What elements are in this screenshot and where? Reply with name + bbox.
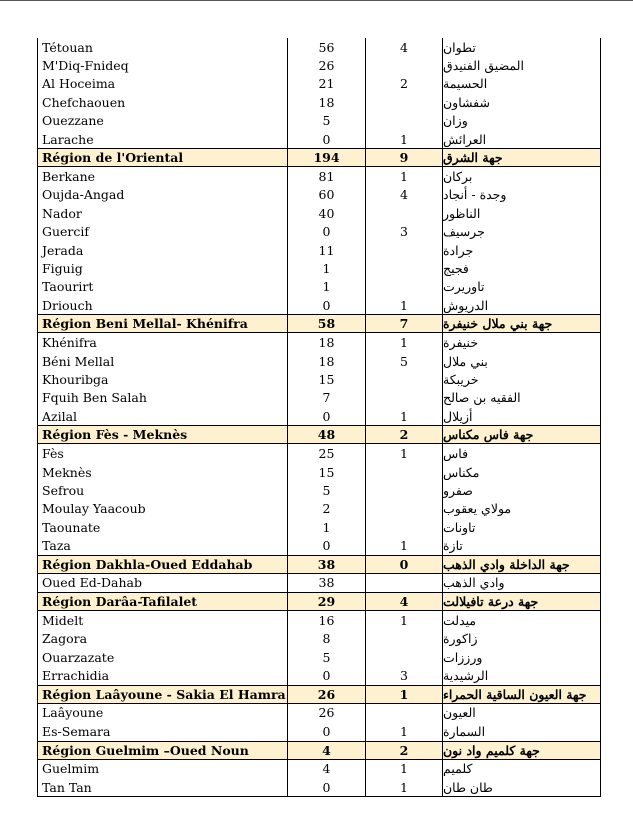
name-fr-cell: Fès [38, 444, 288, 462]
name-fr-cell: Béni Mellal [38, 352, 288, 370]
name-fr-cell: Midelt [38, 611, 288, 629]
secondary-count-cell [366, 278, 443, 296]
count-cell: 1 [288, 518, 366, 536]
name-ar-cell: فاس [443, 446, 469, 462]
name-fr-cell: Chefchaouen [38, 93, 288, 111]
secondary-count-cell: 1 [366, 722, 443, 740]
name-fr-cell: Figuig [38, 259, 288, 277]
name-ar-cell: جرادة [443, 242, 474, 258]
province-row [38, 611, 600, 629]
name-fr-cell: Moulay Yaacoub [38, 500, 288, 518]
secondary-count-cell: 2 [366, 742, 443, 759]
secondary-count-cell: 1 [366, 778, 443, 796]
name-ar-cell: وجدة - أنجاد [443, 187, 507, 203]
province-row [38, 389, 600, 407]
region-row [38, 592, 600, 611]
count-cell: 15 [288, 370, 366, 388]
secondary-count-cell [366, 630, 443, 648]
name-fr-cell: Tétouan [38, 38, 288, 56]
count-cell: 21 [288, 75, 366, 93]
name-ar-cell: جهة العيون الساقية الحمراء [443, 686, 587, 702]
count-cell: 7 [288, 389, 366, 407]
count-cell: 15 [288, 463, 366, 481]
province-row [38, 500, 600, 518]
name-ar-cell: العرائش [443, 131, 487, 147]
count-cell: 26 [288, 686, 366, 703]
province-row [38, 259, 600, 277]
name-ar-cell: بني ملال [443, 353, 488, 369]
name-ar-cell: تطوان [443, 39, 476, 55]
secondary-count-cell: 4 [366, 38, 443, 56]
secondary-count-cell: 7 [366, 315, 443, 332]
name-ar-cell: زاكورة [443, 631, 478, 647]
province-row [38, 296, 600, 314]
name-fr-cell: Al Hoceima [38, 75, 288, 93]
name-ar-cell: جهة فاس مكناس [443, 427, 534, 443]
count-cell: 0 [288, 722, 366, 740]
name-fr-cell: Ouezzane [38, 112, 288, 130]
name-fr-cell: Tan Tan [38, 778, 288, 796]
name-ar-cell: تازة [443, 538, 463, 554]
name-fr-cell: M'Diq-Fnideq [38, 56, 288, 74]
name-fr-cell: Laâyoune [38, 704, 288, 722]
name-fr-cell: Taza [38, 536, 288, 554]
secondary-count-cell: 1 [366, 760, 443, 778]
count-cell: 194 [288, 149, 366, 166]
name-ar-cell: الدريوش [443, 297, 489, 313]
count-cell: 2 [288, 500, 366, 518]
province-row [38, 223, 600, 241]
secondary-count-cell: 4 [366, 186, 443, 204]
name-ar-cell: كلميم [443, 761, 473, 777]
name-fr-cell: Sefrou [38, 481, 288, 499]
name-fr-cell: Région Laâyoune - Sakia El Hamra [38, 686, 288, 703]
name-ar-cell: السمارة [443, 723, 486, 739]
name-fr-cell: Région de l'Oriental [38, 149, 288, 166]
province-row [38, 778, 600, 796]
secondary-count-cell [366, 481, 443, 499]
secondary-count-cell [366, 704, 443, 722]
secondary-count-cell: 1 [366, 444, 443, 462]
name-ar-cell: مولاي يعقوب [443, 501, 512, 517]
secondary-count-cell: 0 [366, 556, 443, 573]
secondary-count-cell [366, 93, 443, 111]
province-row [38, 56, 600, 74]
count-cell: 18 [288, 93, 366, 111]
name-fr-cell: Fquih Ben Salah [38, 389, 288, 407]
secondary-count-cell: 1 [366, 686, 443, 703]
secondary-count-cell: 3 [366, 223, 443, 241]
secondary-count-cell: 1 [366, 167, 443, 185]
province-row [38, 630, 600, 648]
region-row [38, 741, 600, 760]
count-cell: 0 [288, 666, 366, 684]
secondary-count-cell [366, 204, 443, 222]
name-ar-cell: تاونات [443, 519, 476, 535]
province-row [38, 186, 600, 204]
count-cell: 18 [288, 333, 366, 351]
name-ar-cell: ميدلت [443, 612, 477, 628]
count-cell: 38 [288, 556, 366, 573]
secondary-count-cell [366, 389, 443, 407]
name-ar-cell: بركان [443, 169, 473, 185]
name-fr-cell: Nador [38, 204, 288, 222]
count-cell: 4 [288, 760, 366, 778]
name-ar-cell: مكناس [443, 464, 480, 480]
name-ar-cell: وزان [443, 113, 468, 129]
name-fr-cell: Meknès [38, 463, 288, 481]
region-row [38, 555, 600, 574]
count-cell: 0 [288, 130, 366, 148]
name-fr-cell: Berkane [38, 167, 288, 185]
secondary-count-cell: 1 [366, 536, 443, 554]
count-cell: 58 [288, 315, 366, 332]
province-row [38, 38, 600, 56]
name-fr-cell: Driouch [38, 296, 288, 314]
count-cell: 81 [288, 167, 366, 185]
count-cell: 38 [288, 574, 366, 592]
count-cell: 4 [288, 742, 366, 759]
name-fr-cell: Jerada [38, 241, 288, 259]
province-row [38, 370, 600, 388]
secondary-count-cell: 3 [366, 666, 443, 684]
count-cell: 8 [288, 630, 366, 648]
secondary-count-cell [366, 56, 443, 74]
name-ar-cell: صفرو [443, 482, 473, 498]
name-fr-cell: Oued Ed-Dahab [38, 574, 288, 592]
secondary-count-cell [366, 259, 443, 277]
count-cell: 0 [288, 407, 366, 425]
count-cell: 18 [288, 352, 366, 370]
secondary-count-cell [366, 574, 443, 592]
secondary-count-cell: 1 [366, 407, 443, 425]
name-ar-cell: جهة كلميم واد نون [443, 742, 540, 758]
name-fr-cell: Taounate [38, 518, 288, 536]
count-cell: 1 [288, 259, 366, 277]
province-row [38, 704, 600, 722]
secondary-count-cell [366, 112, 443, 130]
name-ar-cell: فجيج [443, 260, 469, 276]
secondary-count-cell [366, 370, 443, 388]
province-row [38, 481, 600, 499]
name-fr-cell: Errachidia [38, 666, 288, 684]
secondary-count-cell [366, 518, 443, 536]
province-row [38, 278, 600, 296]
count-cell: 26 [288, 56, 366, 74]
name-fr-cell: Guelmim [38, 760, 288, 778]
name-ar-cell: الرشيدية [443, 668, 489, 684]
province-row [38, 204, 600, 222]
count-cell: 40 [288, 204, 366, 222]
name-ar-cell: جرسيف [443, 224, 485, 240]
count-cell: 5 [288, 112, 366, 130]
region-row [38, 314, 600, 333]
name-ar-cell: وادي الذهب [443, 575, 505, 591]
name-ar-cell: ورززات [443, 649, 483, 665]
regional-cases-table [37, 38, 601, 797]
secondary-count-cell: 4 [366, 593, 443, 610]
name-fr-cell: Azilal [38, 407, 288, 425]
province-row [38, 648, 600, 666]
name-fr-cell: Région Darâa-Tafilalet [38, 593, 288, 610]
count-cell: 56 [288, 38, 366, 56]
count-cell: 25 [288, 444, 366, 462]
name-ar-cell: جهة بني ملال خنيفرة [443, 316, 553, 332]
name-ar-cell: الفقيه بن صالح [443, 390, 521, 406]
secondary-count-cell: 1 [366, 333, 443, 351]
province-row [38, 536, 600, 554]
secondary-count-cell: 2 [366, 426, 443, 443]
name-fr-cell: Larache [38, 130, 288, 148]
name-ar-cell: خنيفرة [443, 335, 479, 351]
province-row [38, 167, 600, 185]
name-fr-cell: Es-Semara [38, 722, 288, 740]
name-fr-cell: Khénifra [38, 333, 288, 351]
province-row [38, 518, 600, 536]
count-cell: 60 [288, 186, 366, 204]
region-row [38, 425, 600, 444]
province-row [38, 463, 600, 481]
page-top-rule [0, 0, 633, 1]
secondary-count-cell: 2 [366, 75, 443, 93]
count-cell: 1 [288, 278, 366, 296]
name-ar-cell: جهة الداخلة وادي الذهب [443, 556, 570, 572]
province-row [38, 333, 600, 351]
secondary-count-cell [366, 463, 443, 481]
name-fr-cell: Ouarzazate [38, 648, 288, 666]
province-row [38, 666, 600, 684]
count-cell: 0 [288, 778, 366, 796]
name-fr-cell: Région Guelmim –Oued Noun [38, 742, 288, 759]
name-fr-cell: Khouribga [38, 370, 288, 388]
province-row [38, 241, 600, 259]
name-ar-cell: المضيق الفنيدق [443, 58, 524, 74]
region-row [38, 685, 600, 704]
secondary-count-cell [366, 500, 443, 518]
name-fr-cell: Région Fès - Meknès [38, 426, 288, 443]
count-cell: 26 [288, 704, 366, 722]
secondary-count-cell [366, 241, 443, 259]
name-ar-cell: طان طان [443, 779, 493, 795]
province-row [38, 130, 600, 148]
province-row [38, 407, 600, 425]
secondary-count-cell: 1 [366, 296, 443, 314]
name-ar-cell: أزيلال [443, 408, 473, 424]
province-row [38, 760, 600, 778]
name-ar-cell: جهة درعة تافيلالت [443, 594, 539, 610]
province-row [38, 93, 600, 111]
name-fr-cell: Région Beni Mellal- Khénifra [38, 315, 288, 332]
secondary-count-cell [366, 648, 443, 666]
count-cell: 11 [288, 241, 366, 259]
secondary-count-cell: 1 [366, 130, 443, 148]
count-cell: 48 [288, 426, 366, 443]
name-ar-cell: الناظور [443, 205, 481, 221]
name-fr-cell: Taourirt [38, 278, 288, 296]
count-cell: 5 [288, 648, 366, 666]
name-ar-cell: العيون [443, 705, 476, 721]
province-row [38, 444, 600, 462]
region-row [38, 148, 600, 167]
province-row [38, 75, 600, 93]
province-row [38, 352, 600, 370]
secondary-count-cell: 1 [366, 611, 443, 629]
name-ar-cell: شفشاون [443, 94, 490, 110]
count-cell: 29 [288, 593, 366, 610]
name-ar-cell: خريبكة [443, 371, 479, 387]
count-cell: 0 [288, 223, 366, 241]
province-row [38, 722, 600, 740]
name-fr-cell: Zagora [38, 630, 288, 648]
name-ar-cell: الحسيمة [443, 76, 488, 92]
secondary-count-cell: 5 [366, 352, 443, 370]
count-cell: 0 [288, 296, 366, 314]
count-cell: 5 [288, 481, 366, 499]
name-ar-cell: تاوريرت [443, 279, 485, 295]
secondary-count-cell: 9 [366, 149, 443, 166]
count-cell: 16 [288, 611, 366, 629]
province-row [38, 574, 600, 592]
province-row [38, 112, 600, 130]
count-cell: 0 [288, 536, 366, 554]
name-fr-cell: Guercif [38, 223, 288, 241]
name-fr-cell: Oujda-Angad [38, 186, 288, 204]
name-fr-cell: Région Dakhla-Oued Eddahab [38, 556, 288, 573]
name-ar-cell: جهة الشرق [443, 150, 503, 166]
